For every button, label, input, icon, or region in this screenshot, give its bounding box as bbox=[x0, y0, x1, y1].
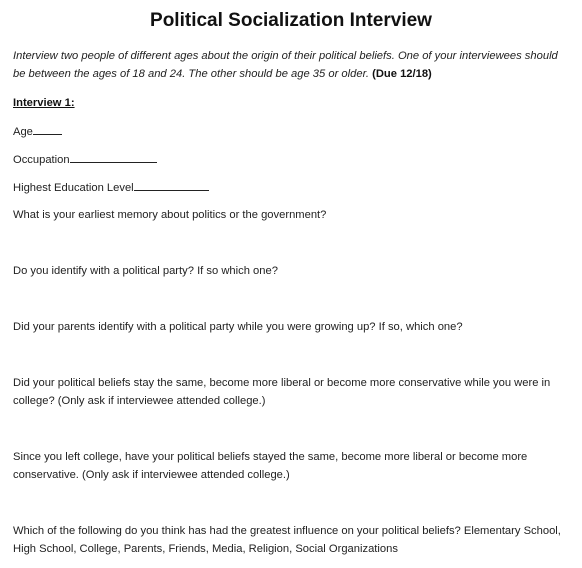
page-title: Political Socialization Interview bbox=[150, 10, 432, 31]
age-blank bbox=[33, 123, 62, 135]
occupation-label: Occupation bbox=[13, 154, 70, 166]
education-blank bbox=[134, 179, 209, 191]
education-field bbox=[13, 179, 209, 196]
age-field bbox=[13, 123, 62, 140]
instructions-text: Interview two people of different ages about the origin of their political beliefs. One of your interviewees should be between the ages of 18 and 24. The other should be age 35 or older. bbox=[13, 50, 558, 80]
question-beliefs-after-college: Since you left college, have your political beliefs stayed the same, become more liberal or become more conservative. (Only ask if interviewee attended college.) bbox=[13, 451, 528, 481]
occupation-blank bbox=[70, 151, 157, 163]
question-greatest-influence: Which of the following do you think has had the greatest influence on your political beliefs? Elementary School, High School, College, Parents, Friends, Media, Religion, Social Organizations bbox=[13, 525, 561, 555]
age-label: Age bbox=[13, 126, 33, 138]
question-parents-party: Did your parents identify with a political party while you were growing up? If so, which one? bbox=[13, 321, 463, 333]
question-earliest-memory: What is your earliest memory about politics or the government? bbox=[13, 209, 327, 221]
question-party-identity: Do you identify with a political party? If so which one? bbox=[13, 265, 278, 277]
education-label: Highest Education Level bbox=[13, 182, 134, 194]
interview-heading: Interview 1: bbox=[13, 97, 75, 109]
question-beliefs-in-college: Did your political beliefs stay the same, become more liberal or become more conservative while you were in college? (Only ask if interviewee attended college.) bbox=[13, 377, 551, 407]
instructions-paragraph bbox=[13, 47, 573, 83]
due-date: (Due 12/18) bbox=[372, 68, 432, 80]
occupation-field bbox=[13, 151, 157, 168]
